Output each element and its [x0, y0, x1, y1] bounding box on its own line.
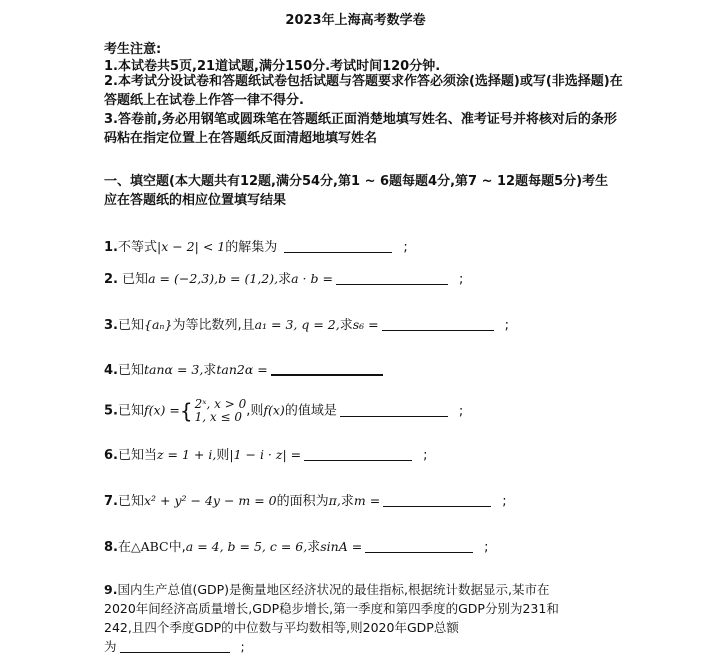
question-text: 已知: [117, 272, 149, 287]
math-expression: a₁ = 3, q = 2,: [254, 317, 340, 332]
question-2: [104, 268, 463, 287]
piecewise-cases: [195, 398, 247, 424]
question-number: 4.: [104, 363, 118, 378]
section-heading: 一、填空题(本大题共有12题,满分54分,第1 ~ 6题每题4分,第7 ~ 12题每题5分)考生应在答题纸的相应位置填写结果: [104, 174, 609, 208]
question-text: 求: [339, 318, 353, 333]
question-7: [104, 490, 507, 509]
notes-heading: 考生注意:: [104, 42, 162, 57]
answer-blank[interactable]: [383, 493, 491, 507]
question-text: 的解集为: [225, 240, 278, 255]
math-expression: f(x) =: [144, 402, 180, 418]
case-1: 2ˣ, x > 0: [194, 397, 247, 411]
math-expression: {aₙ}: [144, 317, 173, 332]
math-expression: sinA =: [320, 539, 363, 554]
question-text: 的面积为: [276, 494, 329, 509]
question-9-line-1: [104, 580, 614, 599]
answer-blank[interactable]: [120, 639, 230, 653]
question-text: 的值域是: [284, 403, 337, 419]
question-text: 已知: [117, 403, 144, 419]
answer-blank[interactable]: [336, 271, 448, 285]
answer-blank[interactable]: [284, 239, 392, 253]
math-expression: z = 1 + i,: [157, 447, 217, 462]
question-text: 已知当: [117, 448, 157, 463]
question-6: [104, 444, 428, 463]
note-1: 1.本试卷共5页,21道试题,满分150分.考试时间120分钟.: [104, 59, 441, 74]
question-text: 不等式: [117, 240, 157, 255]
question-text: 则: [216, 448, 230, 463]
question-number: 8.: [104, 540, 118, 555]
semicolon: ;: [484, 540, 489, 555]
question-1: [104, 236, 408, 255]
math-expression: s₆ =: [352, 317, 379, 332]
question-4: [104, 359, 386, 378]
math-expression: π,: [328, 493, 341, 508]
question-8: [104, 536, 489, 555]
question-text: 求: [278, 272, 292, 287]
question-number: 9.: [104, 582, 118, 597]
math-expression: m =: [353, 493, 381, 508]
semicolon: ;: [240, 639, 245, 654]
semicolon: ;: [504, 318, 509, 333]
math-expression: a = 4, b = 5, c = 6,: [185, 539, 308, 554]
question-text: 已知: [117, 318, 144, 333]
question-text: 求: [340, 494, 354, 509]
answer-blank[interactable]: [382, 317, 494, 331]
semicolon: ;: [502, 494, 507, 509]
question-text: 已知: [117, 363, 144, 378]
math-expression: |x − 2| < 1: [157, 239, 226, 254]
question-text: 在: [117, 540, 131, 555]
math-expression: a · b =: [291, 271, 333, 286]
case-2: 1, x ≤ 0: [194, 410, 242, 424]
question-number: 5.: [104, 403, 118, 419]
question-5: [104, 398, 463, 424]
question-number: 7.: [104, 494, 118, 509]
semicolon: ;: [458, 403, 464, 419]
question-text: 已知: [117, 494, 144, 509]
semicolon: ;: [458, 272, 464, 287]
math-expression: |1 − i · z| =: [229, 447, 302, 462]
question-number: 2.: [104, 272, 118, 287]
note-2: 2.本考试分设试卷和答题纸试卷包括试题与答题要求作答必须涂(选择题)或写(非选择题)在答题纸上在试卷上作答一律不得分.: [104, 74, 623, 108]
question-9-line-4: [104, 637, 614, 656]
question-text: 求: [307, 540, 321, 555]
math-expression: tanα = 3,: [144, 362, 204, 377]
answer-blank[interactable]: [365, 539, 473, 553]
math-expression: △ABC: [131, 539, 169, 554]
question-number: 6.: [104, 448, 118, 463]
question-text: 求: [203, 363, 217, 378]
math-expression: x² + y² − 4y − m = 0: [144, 493, 277, 508]
question-text: 为等比数列,且: [172, 318, 255, 333]
left-brace-icon: {: [179, 399, 193, 423]
math-expression: tan2α =: [216, 362, 268, 377]
question-text: 国内生产总值(GDP)是衡量地区经济状况的最佳指标,根据统计数据显示,某市在: [117, 582, 550, 597]
math-expression: f(x): [263, 402, 285, 418]
question-9-line-3: 242,且四个季度GDP的中位数与平均数相等,则2020年GDP总额: [104, 620, 459, 635]
question-9: [104, 580, 614, 656]
math-expression: a = (−2,3),: [148, 271, 219, 286]
question-text: 中,: [168, 540, 186, 555]
question-number: 1.: [104, 240, 118, 255]
question-text: 为: [104, 639, 117, 654]
answer-blank[interactable]: [304, 447, 412, 461]
answer-blank[interactable]: [340, 403, 448, 417]
note-3: 3.答卷前,务必用钢笔或圆珠笔在答题纸正面消楚地填写姓名、准考证号并将核对后的条形码粘在指定位置上在答题纸反面清超地填写姓名: [104, 112, 617, 146]
question-text: ,则: [246, 403, 264, 419]
answer-blank[interactable]: [271, 361, 383, 376]
semicolon: ;: [423, 448, 428, 463]
exam-title: 2023年上海高考数学卷: [285, 13, 426, 28]
question-9-line-2: 2020年间经济高质量增长,GDP稳步增长,第一季度和第四季度的GDP分别为231和: [104, 601, 559, 616]
math-expression: b = (1,2),: [218, 271, 279, 286]
semicolon: ;: [403, 240, 408, 255]
question-number: 3.: [104, 318, 118, 333]
question-3: [104, 314, 509, 333]
